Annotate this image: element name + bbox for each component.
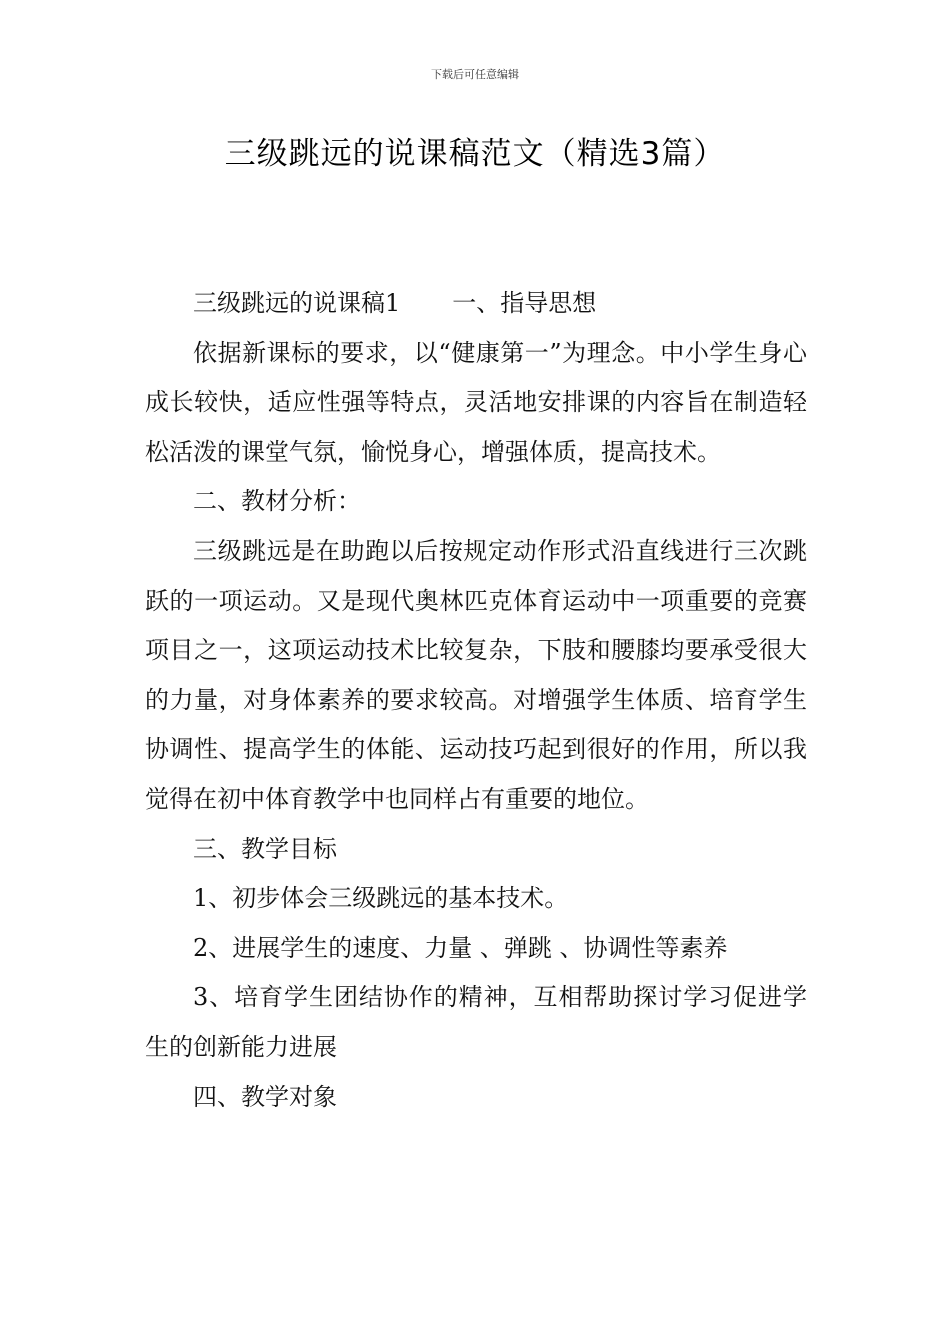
document-title: 三级跳远的说课稿范文（精选3篇） xyxy=(224,136,726,172)
paragraph-material-analysis: 三级跳远是在助跑以后按规定动作形式沿直线进行三次跳跃的一项运动。又是现代奥林匹克体育运动中一项重要的竞赛项目之一，这项运动技术比较复杂，下肢和腰膝均要承受很大的力量，对身体素养的要求较高。对增强学生体质、培育学生协调性、提高学生的体能、运动技巧起到很好的作用，所以我觉得在初中体育教学中也同样占有重要的地位。 xyxy=(145,536,807,813)
goal-item-3: 3、培育学生团结协作的精神，互相帮助探讨学习促进学生的创新能力进展 xyxy=(145,983,807,1061)
goal-item-1: 1、初步体会三级跳远的基本技术。 xyxy=(193,884,569,913)
section-heading-4: 四、教学对象 xyxy=(193,1082,337,1111)
header-note: 下载后可任意编辑 xyxy=(431,68,519,81)
section-heading-1: 一、指导思想 xyxy=(452,289,597,317)
section-heading-2: 二、教材分析： xyxy=(193,487,361,516)
paragraph-intro xyxy=(145,279,807,329)
paragraph-guiding-idea: 依据新课标的要求，以“健康第一”为理念。中小学生身心成长较快，适应性强等特点，灵活地安排课的内容旨在制造轻松活泼的课堂气氛，愉悦身心，增强体质，提高技术。 xyxy=(145,338,807,466)
article-label: 三级跳远的说课稿1 xyxy=(193,289,401,317)
goal-item-2: 2、进展学生的速度、力量 、弹跳 、协调性等素养 xyxy=(193,933,728,962)
document-body xyxy=(145,279,807,1122)
section-heading-3: 三、教学目标 xyxy=(193,834,337,863)
